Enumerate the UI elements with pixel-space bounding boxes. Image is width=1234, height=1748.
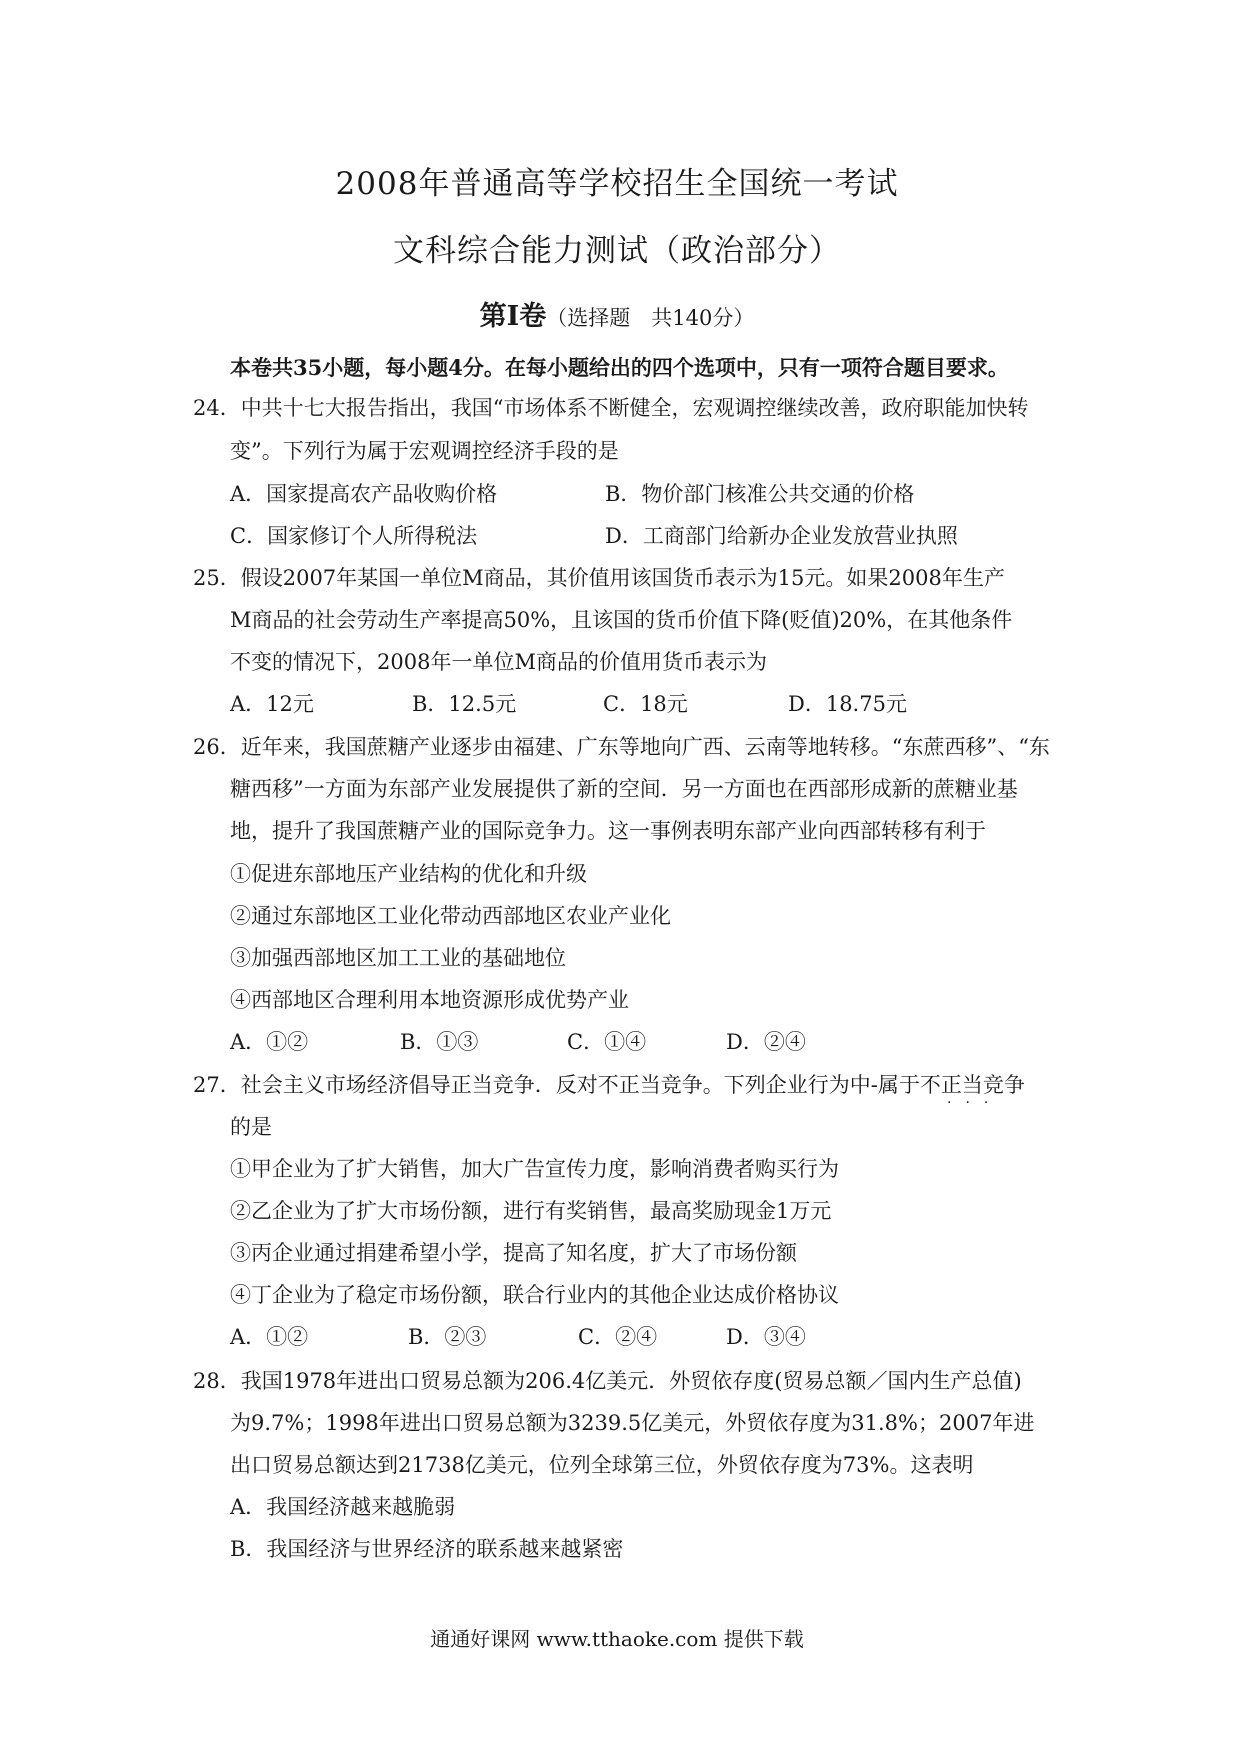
q27-option-c: C．②④ <box>578 1325 658 1349</box>
q27-stem-line2: 的是 <box>230 1115 272 1139</box>
q24-stem-line1: 24．中共十七大报告指出，我国“市场体系不断健全，宏观调控继续改善，政府职能加快转 <box>193 396 1029 420</box>
exam-title: 2008年普通高等学校招生全国统一考试 <box>335 166 899 202</box>
q24-stem-line2: 变”。下列行为属于宏观调控经济手段的是 <box>230 439 619 463</box>
q28-stem-line1: 28．我国1978年进出口贸易总额为206.4亿美元．外贸依存度(贸易总额／国内生产总值) <box>193 1369 1022 1393</box>
q26-stem-line1: 26．近年来，我国蔗糖产业逐步由福建、广东等地向广西、云南等地转移。“东蔗西移”、“东 <box>193 735 1050 759</box>
q26-statement-4: ④西部地区合理利用本地资源形成优势产业 <box>230 988 629 1012</box>
q25-option-c: C．18元 <box>603 692 688 716</box>
q26-stem-line3: 地，提升了我国蔗糖产业的国际竞争力。这一事例表明东部产业向西部转移有利于 <box>230 819 986 843</box>
q24-option-b: B．物价部门核准公共交通的价格 <box>605 482 915 506</box>
q28-stem-line2: 为9.7%；1998年进出口贸易总额为3239.5亿美元，外贸依存度为31.8%；2007年进 <box>230 1411 1035 1435</box>
q27-option-a: A．①② <box>230 1325 309 1349</box>
q25-stem-line3: 不变的情况下，2008年一单位M商品的价值用货币表示为 <box>230 650 767 674</box>
q26-statement-2: ②通过东部地区工业化带动西部地区农业产业化 <box>230 904 671 928</box>
q26-statement-1: ①促进东部地压产业结构的优化和升级 <box>230 862 587 886</box>
q27-option-d: D．③④ <box>726 1325 806 1349</box>
q27-statement-2: ②乙企业为了扩大市场份额，进行有奖销售，最高奖励现金1万元 <box>230 1199 832 1223</box>
q28-stem-line3: 出口贸易总额达到21738亿美元，位列全球第三位，外贸依存度为73%。这表明 <box>230 1453 974 1477</box>
q26-option-c: C．①④ <box>567 1030 647 1054</box>
q28-option-a: A．我国经济越来越脆弱 <box>230 1495 456 1519</box>
q27-stem-line1: 27．社会主义市场经济倡导正当竞争．反对不正当竞争。下列企业行为中-属于不正当竞争 <box>193 1073 1025 1097</box>
q25-stem-line1: 25．假设2007年某国一单位M商品，其价值用该国货币表示为15元。如果2008年生产 <box>193 566 1005 590</box>
q26-option-b: B．①③ <box>400 1030 479 1054</box>
page-footer: 通通好课网 www.tthaoke.com 提供下载 <box>430 1627 804 1651</box>
q25-option-a: A．12元 <box>230 692 314 716</box>
q26-stem-line2: 糖西移”一方面为东部产业发展提供了新的空间．另一方面也在西部形成新的蔗糖业基 <box>230 777 1018 801</box>
q27-statement-4: ④丁企业为了稳定市场份额，联合行业内的其他企业达成价格协议 <box>230 1283 839 1307</box>
section-sub-label: （选择题 共140分） <box>546 306 755 330</box>
q25-option-d: D．18.75元 <box>788 692 907 716</box>
instructions: 本卷共35小题，每小题4分。在每小题给出的四个选项中，只有一项符合题目要求。 <box>230 355 1009 380</box>
section-main-label: 第Ⅰ卷 <box>479 301 547 332</box>
q27-option-b: B．②③ <box>408 1325 487 1349</box>
q24-option-d: D．工商部门给新办企业发放营业执照 <box>605 524 958 548</box>
q27-statement-3: ③丙企业通过捐建希望小学，提高了知名度，扩大了市场份额 <box>230 1241 797 1265</box>
q25-option-b: B．12.5元 <box>412 692 517 716</box>
section-heading <box>0 294 1234 333</box>
q25-stem-line2: M商品的社会劳动生产率提高50%，且该国的货币价值下降(贬值)20%，在其他条件 <box>230 608 1013 632</box>
emphasis-dots: ··· <box>947 1095 1003 1111</box>
q28-option-b: B．我国经济与世界经济的联系越来越紧密 <box>230 1537 624 1561</box>
q27-statement-1: ①甲企业为了扩大销售，加大广告宣传力度，影响消费者购买行为 <box>230 1157 839 1181</box>
q26-option-d: D．②④ <box>726 1030 806 1054</box>
q26-statement-3: ③加强西部地区加工工业的基础地位 <box>230 946 566 970</box>
exam-subtitle: 文科综合能力测试（政治部分） <box>393 233 841 269</box>
q26-option-a: A．①② <box>230 1030 309 1054</box>
q24-option-a: A．国家提高农产品收购价格 <box>230 482 498 506</box>
q24-option-c: C．国家修订个人所得税法 <box>230 524 478 548</box>
